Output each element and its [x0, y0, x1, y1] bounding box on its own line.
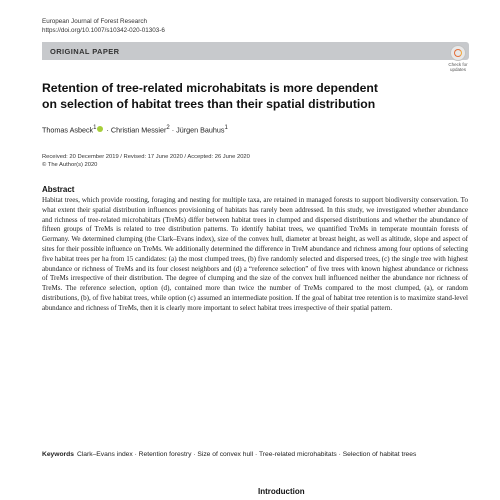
author-name[interactable]: Christian Messier: [110, 125, 167, 135]
author-name[interactable]: Jürgen Bauhus: [176, 125, 225, 135]
keywords-label: Keywords: [42, 451, 74, 458]
crossmark-icon: [450, 45, 466, 61]
article-title: Retention of tree-related microhabitats is more dependent on selection of habitat trees than their spatial distribution: [42, 81, 378, 111]
orcid-icon[interactable]: [97, 126, 103, 132]
abstract-text: Habitat trees, which provide roosting, foraging and nesting for multiple taxa, are retained in managed forests to support biodiversity conservation. To what extent their spatial distribution influences provisioning of habitats has rarely been addressed. In this study, we investigated whether abundance and richness of tree-related microhabitats (TreMs) differ between habitat trees in clumped and dispersed distributions and whether the abundance of fifteen groups of TreMs is related to tree distribution patterns. To identify habitat trees, we quantified TreMs in temperate mountain forests of Germany. We determined clumping (the Clark–Evans index), size of the convex hull, diameter at breast height, as well as altitude, slope and aspect of sites for their possible influence on TreMs. We additionally determined the difference in TreM abundance and richness among four options of selecting five habitat trees per ha from 15 candidates: (a) the most clumped trees, (b) five randomly selected and dispersed trees, (c) the single tree with highest abundance or richness of TreMs and its four closest neighbors and (d) a “reference selection” of five trees with known highest abundance or richness of TreMs irrespective of their distribution. The degree of clumping and the size of the convex hull influenced neither the abundance nor richness of TreMs. The reference selection, option (d), contained more than twice the number of TreMs compared to the most clumped, (a), or random distributions, (b), of five habitat trees, while option (c) assumed an intermediate position. If the goal of habitat tree retention is to maximize stand-level abundance and richness of TreMs, then it is clearly more important to select habitat trees irrespective of their spatial pattern.: [42, 196, 468, 312]
affiliation-marker: 1: [224, 125, 228, 131]
journal-name: European Journal of Forest Research: [42, 18, 148, 25]
introduction-heading: Introduction: [258, 487, 305, 496]
affiliation-marker: 2: [166, 125, 170, 131]
copyright-notice: © The Author(s) 2020: [42, 162, 98, 168]
check-for-updates-button[interactable]: [445, 45, 471, 75]
history-dates: Received: 20 December 2019 / Revised: 17 June 2020 / Accepted: 26 June 2020: [42, 154, 250, 160]
author-separator: ·: [104, 125, 111, 135]
abstract-heading: Abstract: [42, 185, 75, 194]
doi-link[interactable]: https://doi.org/10.1007/s10342-020-01303-6: [42, 27, 165, 34]
affiliation-marker: 1: [93, 125, 97, 131]
check-updates-line2: updates: [449, 67, 466, 72]
author-list: [42, 125, 228, 134]
author-name[interactable]: Thomas Asbeck: [42, 125, 94, 135]
keywords-text: Clark–Evans index · Retention forestry · Size of convex hull · Tree-related microhabitats · Selection of habitat trees: [76, 451, 417, 458]
keywords: [42, 450, 468, 459]
author-separator: ·: [169, 125, 177, 135]
paper-type-label: ORIGINAL PAPER: [50, 47, 120, 56]
check-updates-line1: Check for: [448, 62, 468, 67]
